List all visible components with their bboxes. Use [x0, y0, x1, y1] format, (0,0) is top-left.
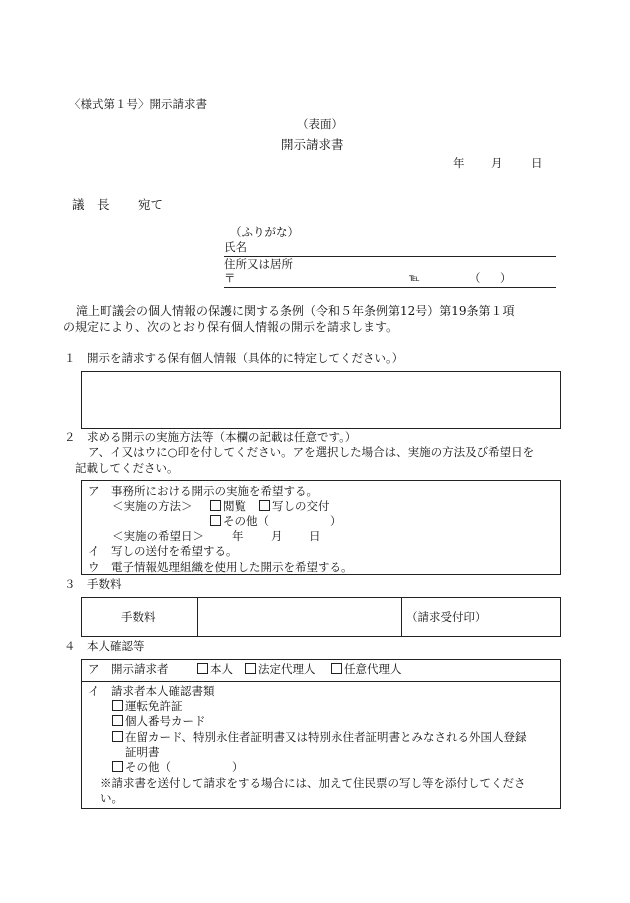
self-label: 本人: [210, 662, 233, 676]
tel-paren-open: （: [469, 271, 481, 285]
residence-card-label: 在留カード、特別永住者証明書又は特別永住者証明書とみなされる外国人登録: [125, 730, 527, 744]
voluntary-rep-option[interactable]: [331, 663, 402, 677]
name-label: 氏名: [224, 240, 247, 254]
form-number-label: 〈様式第１号〉開示請求書: [69, 97, 207, 111]
self-checkbox[interactable]: [197, 663, 208, 674]
copy-delivery-checkbox[interactable]: [259, 500, 270, 511]
stamp-label: （請求受付印）: [406, 610, 487, 624]
option-u[interactable]: ウ 電子情報処理組織を使用した開示を希望する。: [88, 560, 353, 574]
tel-label: ℡: [409, 273, 420, 284]
addressee-suffix: 宛て: [138, 197, 164, 212]
residence-card-checkbox[interactable]: [112, 731, 123, 742]
section2-note-2: 記載してください。: [75, 461, 179, 475]
desired-day: 日: [309, 529, 321, 543]
voluntary-rep-label: 任意代理人: [344, 662, 402, 676]
residence-card-label-cont: 証明書: [125, 745, 160, 759]
side-label: （表面）: [297, 117, 343, 131]
fee-divider-2: [401, 597, 402, 637]
other-method-close: ）: [330, 514, 342, 528]
doc-drivers-license[interactable]: [112, 700, 183, 714]
addressee-name: 議 長: [72, 197, 110, 212]
other-doc-label: その他（: [125, 760, 171, 774]
drivers-license-label: 運転免許証: [125, 699, 183, 713]
self-option[interactable]: [197, 663, 233, 677]
doc-my-number-card[interactable]: [112, 715, 206, 729]
section2-note-1: ア、イ又はウに○印を付してください。アを選択した場合は、実施の方法及び希望日を: [88, 445, 535, 459]
requested-info-box[interactable]: [81, 371, 561, 429]
postal-mark: 〒: [224, 271, 236, 285]
address-label: 住所又は居所: [224, 257, 293, 271]
intro-line-2: の規定により、次のとおり保有個人情報の開示を請求します。: [63, 320, 399, 334]
legal-rep-option[interactable]: [245, 663, 316, 677]
drivers-license-checkbox[interactable]: [112, 700, 123, 711]
method-label: ＜実施の方法＞: [112, 499, 193, 513]
address-underline[interactable]: [224, 287, 556, 288]
intro-line-1: 滝上町議会の個人情報の保護に関する条例（令和５年条例第12号）第19条第１項: [76, 304, 515, 318]
my-number-card-label: 個人番号カード: [125, 714, 206, 728]
doc-other[interactable]: [112, 761, 171, 775]
desired-year: 年: [232, 529, 244, 543]
viewing-checkbox[interactable]: [210, 500, 221, 511]
mail-note-1: ※請求書を送付して請求をする場合には、加えて住民票の写し等を添付してくださ: [100, 776, 526, 790]
other-method-option[interactable]: [210, 515, 269, 529]
form-title: 開示請求書: [281, 137, 344, 152]
copy-delivery-label: 写しの交付: [272, 499, 330, 513]
section2-title: ２ 求める開示の実施方法等（本欄の記載は任意です。）: [64, 430, 357, 444]
tel-paren-close: ）: [500, 271, 512, 285]
other-doc-close: ）: [232, 760, 244, 774]
section4-title: ４ 本人確認等: [64, 639, 145, 653]
desired-date-label: ＜実施の希望日＞: [112, 529, 204, 543]
other-method-checkbox[interactable]: [210, 515, 221, 526]
option-a[interactable]: ア 事務所における開示の実施を希望する。: [88, 484, 318, 498]
date-month: 月: [491, 156, 503, 170]
desired-month: 月: [271, 529, 283, 543]
other-doc-checkbox[interactable]: [112, 761, 123, 772]
date-day: 日: [531, 156, 543, 170]
copy-delivery-option[interactable]: [259, 500, 330, 514]
fee-amount-field[interactable]: [198, 598, 400, 636]
legal-rep-checkbox[interactable]: [245, 663, 256, 674]
mail-note-2: い。: [100, 791, 123, 805]
section3-title: ３ 手数料: [64, 577, 122, 591]
section1-title: １ 開示を請求する保有個人情報（具体的に特定してください。）: [64, 351, 404, 365]
requester-label: ア 開示請求者: [88, 662, 169, 676]
doc-residence-card[interactable]: [112, 731, 526, 745]
viewing-label: 閲覧: [223, 499, 246, 513]
fee-label: 手数料: [121, 610, 156, 624]
my-number-card-checkbox[interactable]: [112, 715, 123, 726]
furigana-label: （ふりがな）: [230, 225, 299, 239]
voluntary-rep-checkbox[interactable]: [331, 663, 342, 674]
option-i[interactable]: イ 写しの送付を希望する。: [88, 544, 238, 558]
viewing-option[interactable]: [210, 500, 246, 514]
date-year: 年: [453, 156, 465, 170]
other-method-label: その他（: [223, 514, 269, 528]
id-docs-title: イ 請求者本人確認書類: [88, 684, 215, 698]
legal-rep-label: 法定代理人: [258, 662, 316, 676]
identity-divider: [81, 681, 561, 682]
